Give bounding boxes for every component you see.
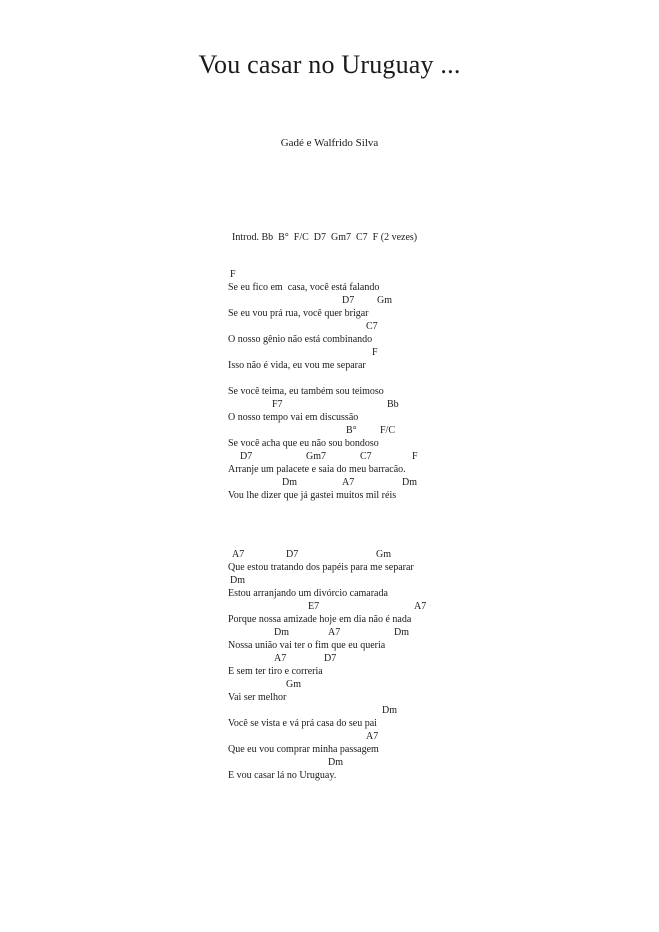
chord-line — [228, 574, 243, 587]
lyric-text: Arranje um palacete e saia do meu barracão. — [228, 464, 406, 475]
chord: A7 — [232, 549, 245, 560]
lyric-line — [228, 561, 414, 574]
chord: C7 — [360, 451, 372, 462]
lyric-line — [228, 769, 337, 782]
chord-line — [228, 756, 343, 769]
chord: A7 — [274, 653, 287, 664]
chord: D7 — [286, 549, 299, 560]
chord-line — [228, 398, 399, 411]
lyric-text: O nosso tempo vai em discussão — [228, 412, 359, 423]
chord: F — [412, 451, 418, 462]
chord: A7 — [414, 601, 427, 612]
chord: C7 — [366, 321, 378, 332]
lyric-text: Nossa união vai ter o fim que eu queria — [228, 640, 386, 651]
chord: Dm — [394, 627, 409, 638]
lyric-line — [228, 359, 366, 372]
chord-line — [228, 346, 378, 359]
lyric-text: Vou lhe dizer que já gastei muitos mil réis — [228, 490, 397, 501]
lyric-text: Vai ser melhor — [228, 692, 287, 703]
lyric-text: Se eu fico em casa, você está falando — [228, 282, 380, 293]
lyric-line — [228, 463, 406, 476]
lyric-text: Se você teima, eu também sou teimoso — [228, 386, 384, 397]
chord: D7 — [240, 451, 253, 462]
chord: Dm — [282, 477, 297, 488]
lyric-text: Isso não é vida, eu vou me separar — [228, 360, 366, 371]
chord: D7 — [342, 295, 355, 306]
chord-line — [228, 704, 397, 717]
chord: F — [372, 347, 378, 358]
chord: B° — [346, 425, 357, 436]
lyric-line — [228, 281, 380, 294]
chord: Dm — [402, 477, 417, 488]
chord-line — [228, 476, 417, 489]
song-title: Vou casar no Uruguay ... — [198, 50, 461, 79]
lyric-line — [228, 587, 388, 600]
song-body — [228, 268, 427, 795]
lyric-text: Você se vista e vá prá casa do seu pai — [228, 718, 377, 729]
lyric-line — [228, 717, 377, 730]
chord: F7 — [272, 399, 283, 410]
chord: D7 — [324, 653, 337, 664]
lyric-line — [228, 743, 379, 756]
lyric-line — [228, 411, 359, 424]
chord-line — [228, 548, 391, 561]
chord-line — [228, 424, 396, 437]
lyric-text: Se você acha que eu não sou bondoso — [228, 438, 379, 449]
chord: Gm — [376, 549, 391, 560]
chord-line — [228, 600, 427, 613]
lyric-text: O nosso gênio não está combinando — [228, 334, 373, 345]
chord-line — [228, 730, 379, 743]
lyric-text: E sem ter tiro e correria — [228, 666, 323, 677]
lyric-text: E vou casar lá no Uruguay. — [228, 770, 337, 781]
stanza-1 — [228, 268, 392, 372]
chord-line — [228, 450, 418, 463]
lyric-line — [228, 307, 369, 320]
stanza-3 — [228, 548, 427, 782]
chord: Dm — [274, 627, 289, 638]
lyric-line — [228, 489, 397, 502]
chord: Dm — [230, 575, 245, 586]
lyric-text: Se eu vou prá rua, você quer brigar — [228, 308, 369, 319]
chord: Gm — [286, 679, 301, 690]
lyric-line — [228, 385, 384, 398]
chord-line — [228, 678, 301, 691]
chord-line — [228, 320, 378, 333]
chord: Gm7 — [306, 451, 326, 462]
lyric-line — [228, 691, 287, 704]
lyric-line — [228, 639, 386, 652]
lyric-text: Que estou tratando dos papéis para me separar — [228, 562, 414, 573]
lyric-line — [228, 437, 379, 450]
chord: A7 — [366, 731, 379, 742]
lyric-line — [228, 613, 412, 626]
chord: Dm — [382, 705, 397, 716]
song-authors: Gadé e Walfrido Silva — [280, 137, 379, 149]
lyric-text: Que eu vou comprar minha passagem — [228, 744, 379, 755]
chord: Bb — [387, 399, 399, 410]
stanza-2 — [228, 385, 418, 502]
intro-chords: Introd. Bb B° F/C D7 Gm7 C7 F (2 vezes) — [232, 232, 418, 243]
lyric-line — [228, 333, 373, 346]
chord-line — [228, 626, 409, 639]
chord: Dm — [328, 757, 343, 768]
chord-line — [228, 268, 243, 281]
chord: Gm — [377, 295, 392, 306]
chord: F — [230, 269, 236, 280]
chord: E7 — [308, 601, 320, 612]
chord: A7 — [342, 477, 355, 488]
chord-line — [228, 652, 337, 665]
lyric-text: Estou arranjando um divórcio camarada — [228, 588, 388, 599]
lyric-text: Porque nossa amizade hoje em dia não é nada — [228, 614, 412, 625]
chord-line — [228, 294, 392, 307]
chord: A7 — [328, 627, 341, 638]
chord: F/C — [380, 425, 396, 436]
lyric-line — [228, 665, 323, 678]
